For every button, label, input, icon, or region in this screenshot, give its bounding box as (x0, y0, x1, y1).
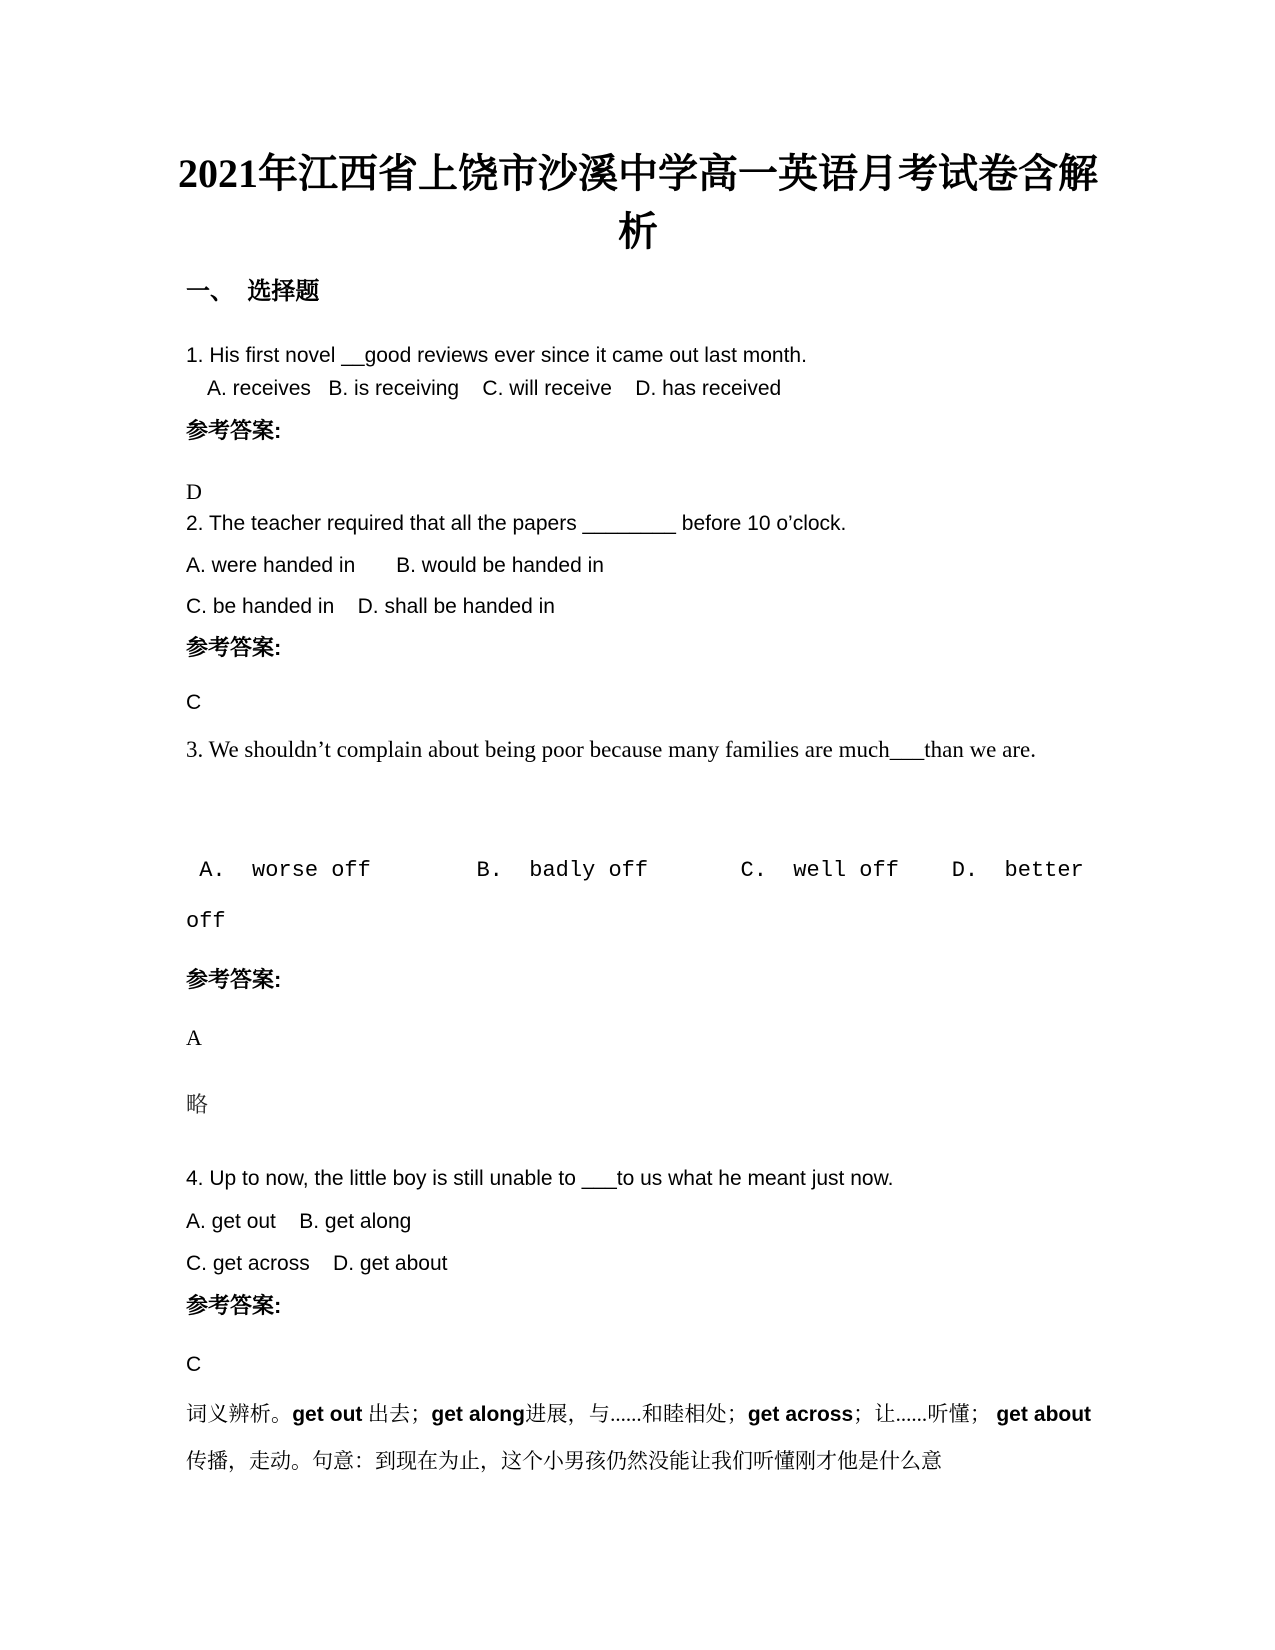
question-4-explanation (186, 1391, 1091, 1484)
question-4-stem: 4. Up to now, the little boy is still unable to ___to us what he meant just now. (186, 1167, 894, 1190)
question-4-answer: C (186, 1353, 202, 1376)
explanation-segment-bold: get about (996, 1403, 1092, 1426)
question-3-note: 略 (186, 1092, 209, 1117)
question-2-options-ab: A. were handed in B. would be handed in (186, 554, 604, 577)
explanation-segment: 进展，与......和睦相处； (524, 1402, 748, 1426)
explanation-segment-bold: get across (747, 1403, 854, 1426)
explanation-segment: ；让......听懂； (853, 1402, 997, 1426)
question-1-answer-label: 参考答案: (186, 418, 282, 443)
explanation-segment-bold: get along (431, 1403, 525, 1426)
question-4-options-ab: A. get out B. get along (186, 1210, 412, 1233)
explanation-segment: 传播，走动。句意：到现在为止，这个小男孩仍然没能让我们听懂刚才他是什么意 (186, 1449, 942, 1473)
question-2-stem: 2. The teacher required that all the papers ________ before 10 o’clock. (186, 512, 847, 535)
question-4-options-cd: C. get across D. get about (186, 1252, 448, 1275)
question-3-stem: 3. We shouldn’t complain about being poor because many families are much___than we are. (186, 737, 1036, 762)
document-title: 2021年江西省上饶市沙溪中学高一英语月考试卷含解析 (178, 151, 1098, 254)
question-3-answer-label: 参考答案: (186, 967, 282, 992)
question-1-options: A. receives B. is receiving C. will receive D. has received (207, 377, 782, 400)
question-3-answer: A (186, 1025, 202, 1050)
explanation-segment: 出去； (362, 1402, 432, 1426)
explanation-segment-bold: get out (292, 1403, 363, 1426)
question-1-stem: 1. His first novel __good reviews ever since it came out last month. (186, 344, 807, 367)
question-2-answer: C (186, 691, 202, 714)
question-4-answer-label: 参考答案: (186, 1293, 282, 1318)
question-1-answer: D (186, 479, 202, 504)
question-3-options: A. worse off B. badly off C. well off D. better off (186, 858, 1097, 934)
explanation-segment: 词义辨析。 (186, 1402, 293, 1426)
question-2-answer-label: 参考答案: (186, 635, 282, 660)
section-heading: 一、 选择题 (186, 278, 320, 305)
question-2-options-cd: C. be handed in D. shall be handed in (186, 595, 555, 618)
